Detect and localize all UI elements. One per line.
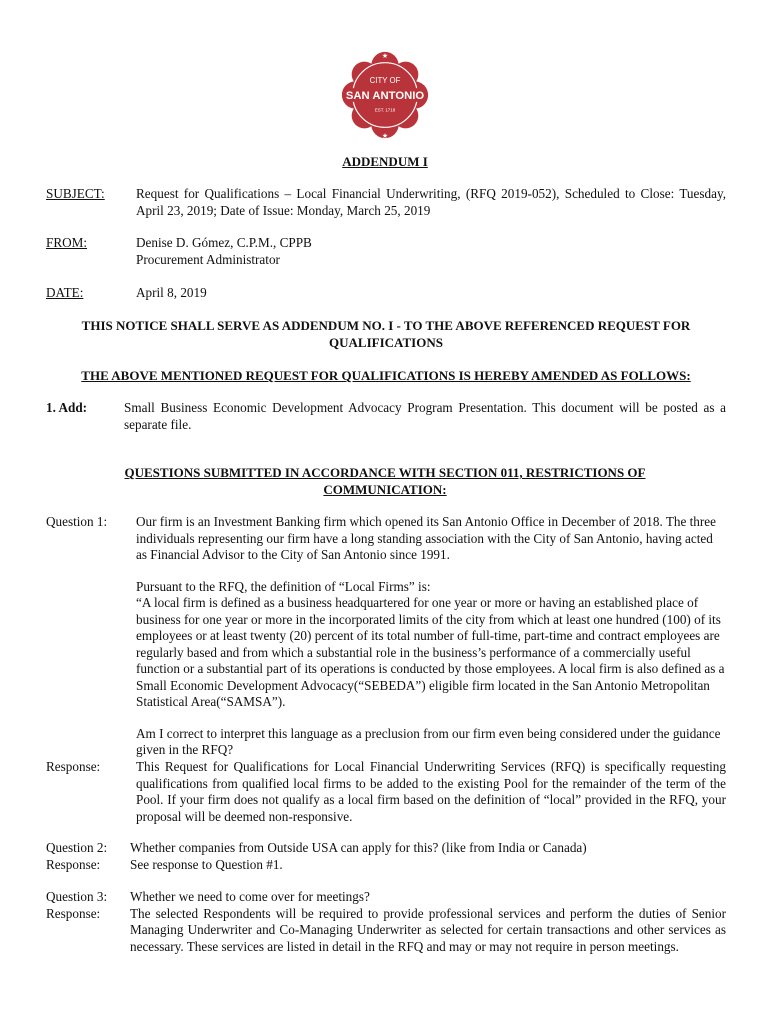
addendum-title: ADDENDUM I	[342, 154, 428, 169]
svg-text:★: ★	[381, 52, 389, 60]
response-3-text: The selected Respondents will be required to provide professional services and perform the duties of Senior Managing Underwriter and Co-Managing Underwriter as selected for certain transactions and other services as necessary. These services are listed in detail in the RFQ and may or may not require in person meetings.	[130, 905, 726, 954]
from-label: FROM:	[46, 235, 88, 250]
question-3-text: Whether we need to come over for meetings?	[130, 889, 370, 904]
question-1-label: Question 1:	[46, 514, 108, 529]
subject-label: SUBJECT:	[46, 186, 105, 201]
question-1	[46, 514, 726, 824]
addendum-notice: THIS NOTICE SHALL SERVE AS ADDENDUM NO. I - TO THE ABOVE REFERENCED REQUEST FOR QUALIFICATIONS	[81, 318, 691, 350]
from-row	[46, 235, 726, 269]
response-2-text: See response to Question #1.	[130, 856, 283, 872]
question-2-text: Whether companies from Outside USA can apply for this? (like from India or Canada)	[130, 840, 587, 855]
svg-text:EST. 1718: EST. 1718	[374, 107, 396, 113]
question-3	[46, 889, 726, 979]
subject-value: Request for Qualifications – Local Financial Underwriting, (RFQ 2019-052), Scheduled to Close: Tuesday, April 23, 2019; Date of Issue: Monday, March 25, 2019	[136, 186, 726, 218]
question-1-paragraph-1: Our firm is an Investment Banking firm which opened its San Antonio Office in December of 2018. The three individuals representing our firm have a long standing association with the City of San Antonio, having acted as Financial Advisor to the City of San Antonio since 1991.	[136, 514, 716, 562]
date-label: DATE:	[46, 285, 84, 300]
question-2	[46, 840, 726, 874]
amended-heading: THE ABOVE MENTIONED REQUEST FOR QUALIFICATIONS IS HEREBY AMENDED AS FOLLOWS:	[81, 368, 691, 383]
response-2-label: Response:	[46, 856, 101, 872]
from-name: Denise D. Gómez, C.P.M., CPPB	[136, 235, 312, 250]
date-value: April 8, 2019	[136, 285, 207, 300]
subject-row	[46, 186, 726, 220]
svg-text:★: ★	[381, 133, 389, 141]
response-3-label: Response:	[46, 905, 101, 921]
svg-text:CITY OF: CITY OF	[369, 76, 401, 86]
response-1-label: Response:	[46, 759, 101, 774]
add-item	[46, 400, 726, 434]
question-1-paragraph-2: Pursuant to the RFQ, the definition of “Local Firms” is:	[136, 578, 431, 594]
svg-text:SAN ANTONIO: SAN ANTONIO	[345, 89, 425, 102]
question-1-definition: “A local firm is defined as a business headquartered for one year or more or having an established place of business for one year or more in the incorporated limits of the city from which at least one hundred (100) of its employees or at least twenty (20) percent of its total number of full-time, part-time and contract employees are regularly based and from which a substantial role in the business’s performance of a commercially useful function or a substantial part of its operations is conducted by those employees. A local firm is also defined as a Small Economic Development Advocacy(“SEBEDA”) eligible firm located in the San Antonio Metropolitan Statistical Area(“SAMSA”).	[136, 595, 725, 709]
response-1-text: This Request for Qualifications for Local Financial Underwriting Services (RFQ) is specifically requesting qualifications from qualified local firms to be added to the existing Pool for the remainder of the term of the Pool. If your firm does not qualify as a local firm based on the definition of “local” provided in the RFQ, your proposal will be deemed non-responsive.	[136, 759, 726, 824]
add-label: 1. Add:	[46, 400, 88, 415]
from-title: Procurement Administrator	[136, 251, 280, 267]
questions-heading: QUESTIONS SUBMITTED IN ACCORDANCE WITH SECTION 011, RESTRICTIONS OF COMMUNICATION:	[124, 465, 646, 497]
question-1-paragraph-4: Am I correct to interpret this language as a preclusion from our firm even being considered under the guidance given in the RFQ?	[136, 725, 721, 757]
date-row	[46, 285, 726, 302]
add-text: Small Business Economic Development Advocacy Program Presentation. This document will be posted as a separate file.	[124, 400, 726, 432]
city-seal-logo	[336, 46, 434, 144]
question-3-label: Question 3:	[46, 889, 108, 904]
question-2-label: Question 2:	[46, 840, 108, 855]
